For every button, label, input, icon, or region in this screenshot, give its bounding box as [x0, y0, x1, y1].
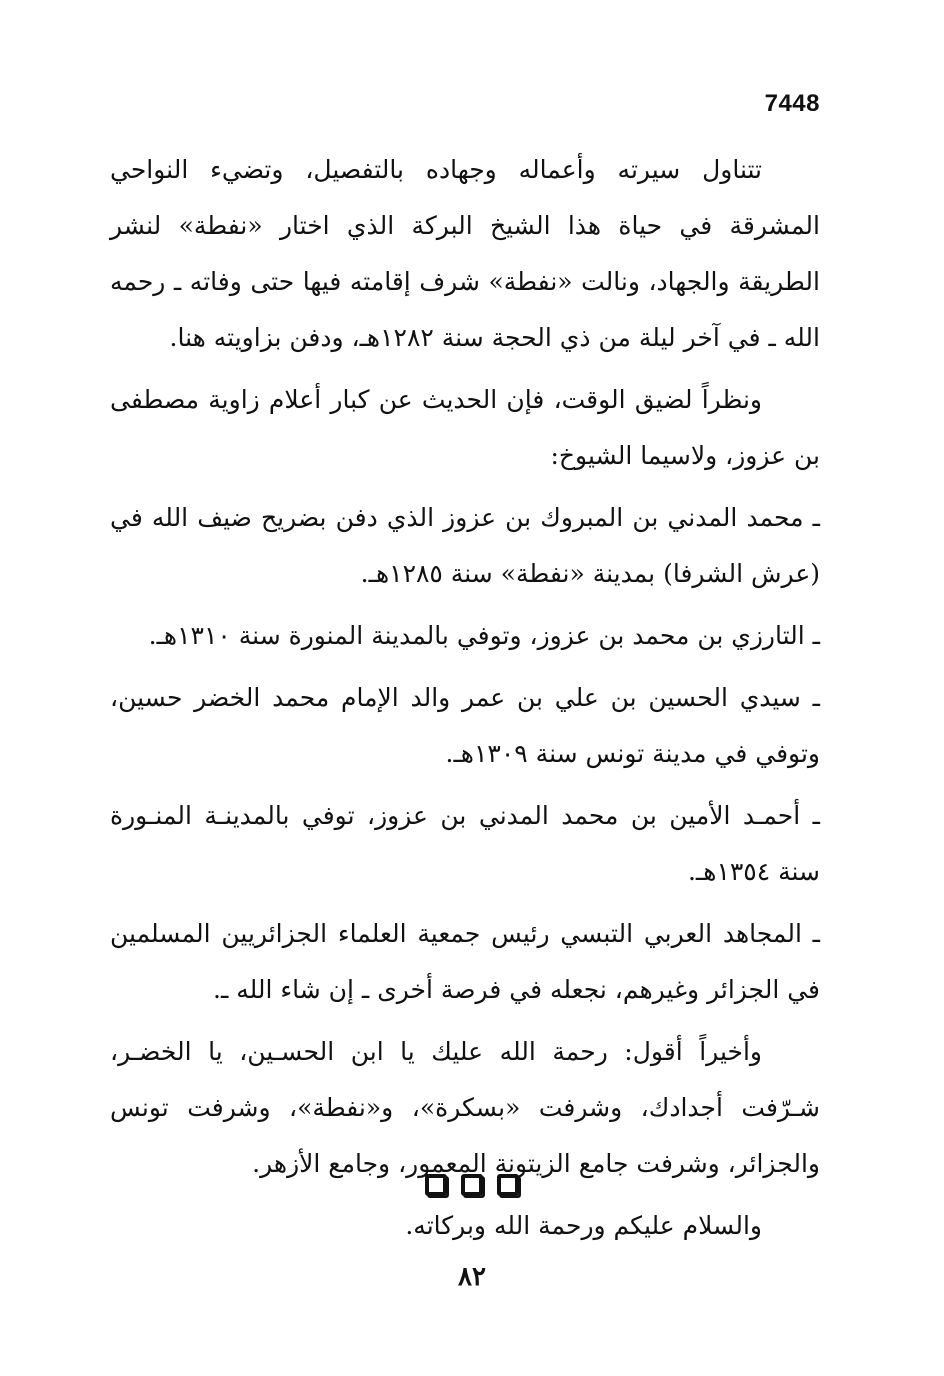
- page-body: [110, 142, 820, 1260]
- page-number: ٨٢: [458, 1262, 486, 1292]
- paragraph-biography: تتناول سيرته وأعماله وجهاده بالتفصيل، وتضيء النواحي المشرقة في حياة هذا الشيخ البركة الذي اختار «نفطة» لنشر الطريقة والجهاد، ونالت «نفطة» شرف إقامته فيها حتى وفاته ـ رحمه الله ـ في آخر ليلة من ذي الحجة سنة ١٢٨٢هـ، ودفن بزاويته هنا.: [110, 155, 820, 352]
- paragraph-salutation: والسلام عليكم ورحمة الله وبركاته.: [405, 1211, 762, 1240]
- square-separator-icon: [461, 1174, 483, 1196]
- list-item-sheikh: ـ أحمـد الأمين بن محمد المدني بن عزوز، توفي بالمدينـة المنـورة سنة ١٣٥٤هـ.: [110, 801, 820, 886]
- square-separator-icon: [425, 1174, 447, 1196]
- paragraph-closing: وأخيراً أقول: رحمة الله عليك يا ابن الحسـين، يا الخضـر، شـرّفت أجدادك، وشرفت «بسكرة»، و«نفطة»، وشرفت تونس والجزائر، وشرفت جامع الزيتونة المعمور، وجامع الأزهر.: [110, 1037, 820, 1178]
- list-item-sheikh: ـ سيدي الحسين بن علي بن عمر والد الإمام محمد الخضر حسين، وتوفي في مدينة تونس سنة ١٣٠٩هـ.: [110, 683, 820, 768]
- list-item-sheikh: ـ المجاهد العربي التبسي رئيس جمعية العلماء الجزائريين المسلمين في الجزائر وغيرهم، نجعله في فرصة أخرى ـ إن شاء الله ـ.: [110, 919, 820, 1004]
- square-separator-icon: [497, 1174, 519, 1196]
- document-number: 7448: [764, 90, 820, 117]
- list-item-sheikh: ـ التارزي بن محمد بن عزوز، وتوفي بالمدينة المنورة سنة ١٣١٠هـ.: [148, 621, 820, 650]
- section-separator: [0, 1174, 944, 1196]
- paragraph-intro-sheikhs: ونظراً لضيق الوقت، فإن الحديث عن كبار أعلام زاوية مصطفى بن عزوز، ولاسيما الشيوخ:: [110, 385, 820, 470]
- list-item-sheikh: ـ محمد المدني بن المبروك بن عزوز الذي دفن بضريح ضيف الله في (عرش الشرفا) بمدينة «نفطة» سنة ١٢٨٥هـ.: [110, 503, 820, 588]
